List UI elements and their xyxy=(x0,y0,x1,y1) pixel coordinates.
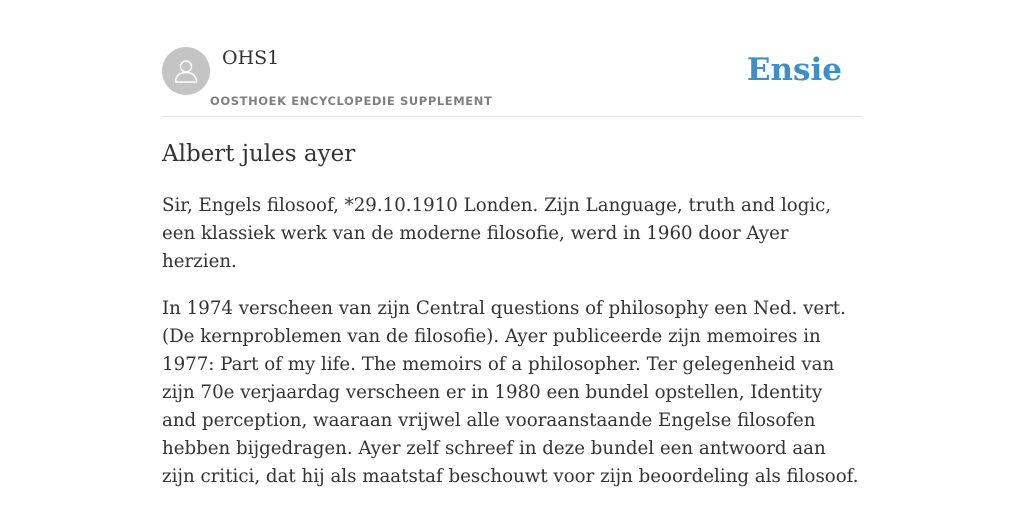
source-name[interactable]: OOSTHOEK ENCYCLOPEDIE SUPPLEMENT xyxy=(210,94,493,108)
user-icon xyxy=(162,47,210,95)
article-paragraph: Sir, Engels filosoof, *29.10.1910 Londen. Zijn Language, truth and logic, een klassiek werk van de moderne filosofie, werd in 1960 door Ayer herzien. xyxy=(162,195,832,272)
article-paragraph: In 1974 verscheen van zijn Central questions of philosophy een Ned. vert. (De kernproblemen van de filosofie). Ayer publiceerde zijn memoires in 1977: Part of my life. The memoirs of a philosopher. Ter gelegenheid van zijn 70e verjaardag verscheen er in 1980 een bundel opstellen, Identity and perception, waaraan vrijwel alle vooraanstaande Engelse filosofen hebben bijgedragen. Ayer zelf schreef in deze bundel een antwoord aan zijn critici, dat hij als maatstaf beschouwt voor zijn beoordeling als filosoof. xyxy=(162,298,859,487)
source-code[interactable]: OHS1 xyxy=(222,47,280,69)
avatar[interactable] xyxy=(162,47,210,95)
article-body xyxy=(162,192,862,510)
article-header xyxy=(162,0,862,117)
ensie-logo[interactable]: Ensie xyxy=(746,52,842,88)
article-page xyxy=(162,0,862,487)
article-title: Albert jules ayer xyxy=(162,141,356,167)
